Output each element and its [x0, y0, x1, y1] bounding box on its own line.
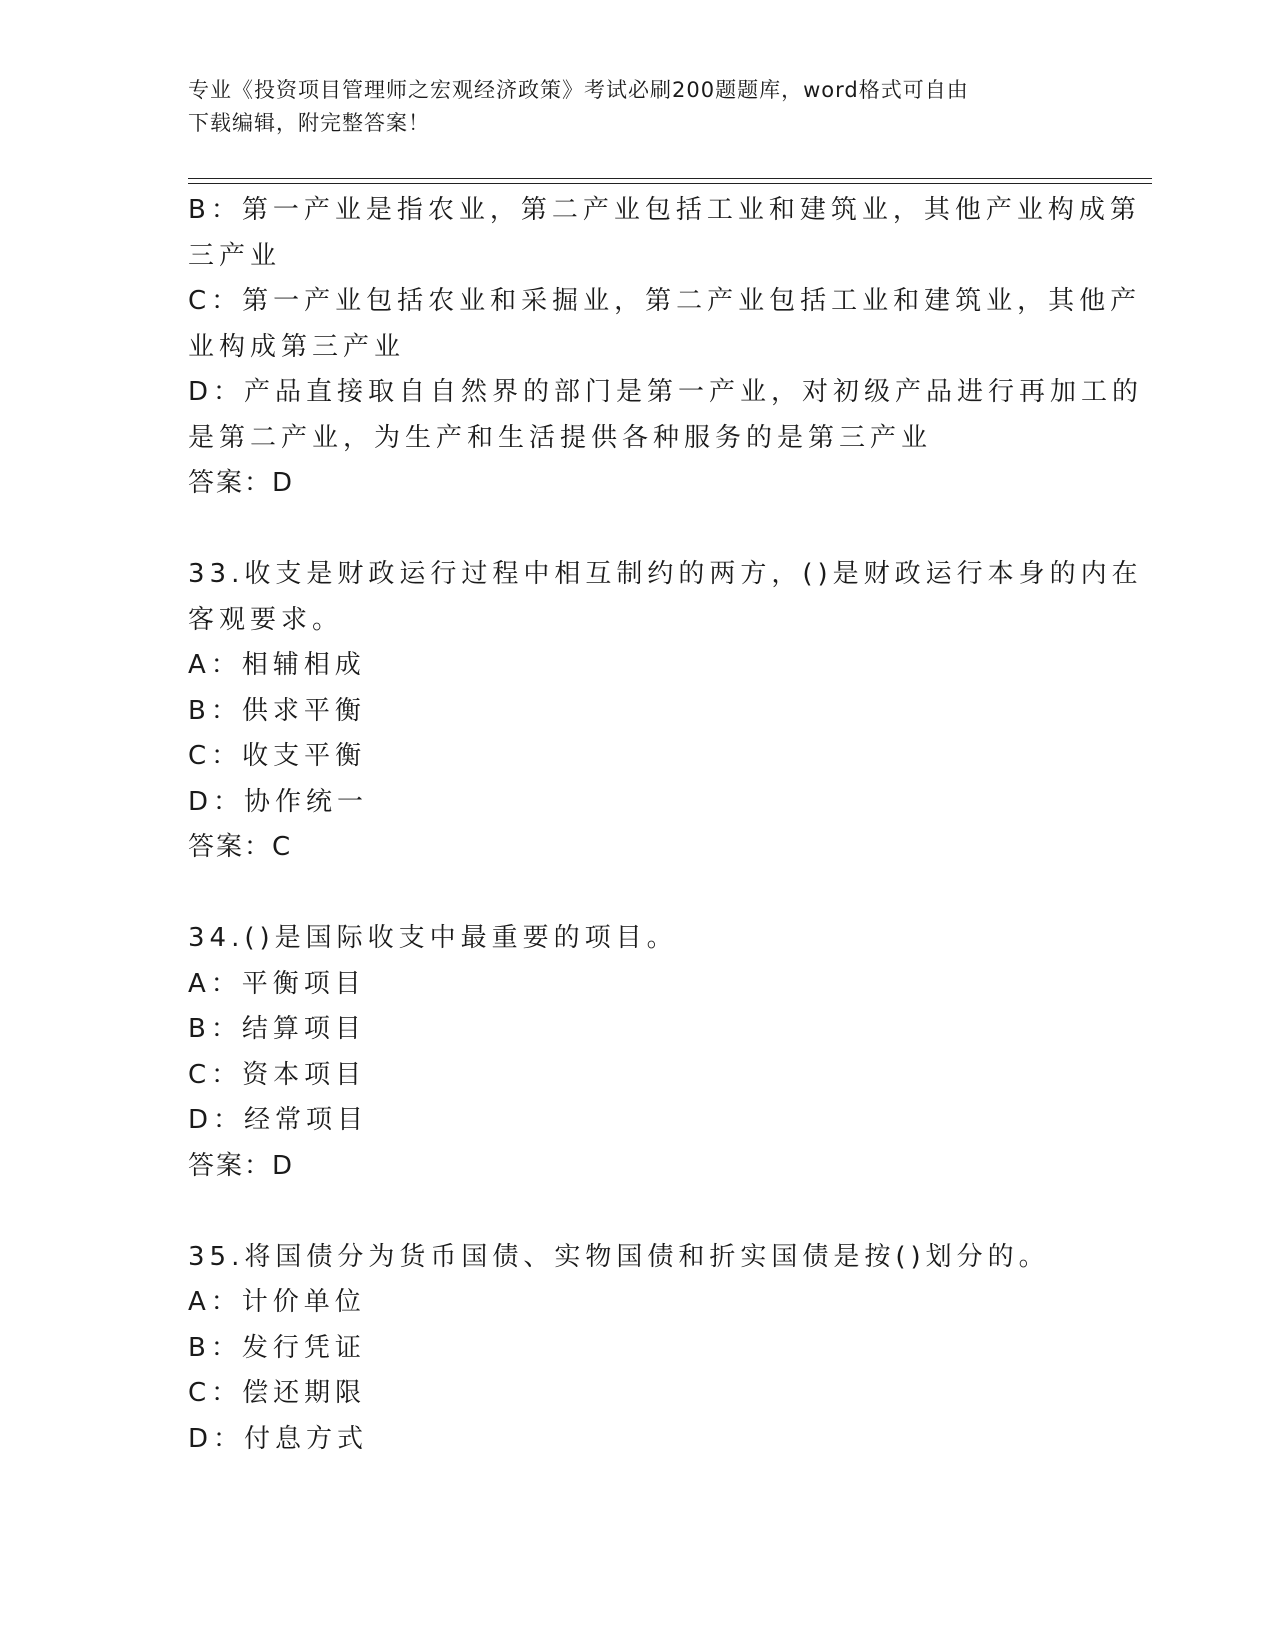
question-stem-line-2: 客观要求。 — [188, 604, 344, 635]
header-divider-top — [188, 178, 1152, 179]
option-d: D：经常项目 — [188, 1105, 369, 1135]
question-stem: 34.()是国际收支中最重要的项目。 — [188, 923, 678, 953]
answer: 答案：D — [188, 1150, 295, 1181]
question-34 — [188, 916, 1088, 1189]
option-c-line-2: 业构成第三产业 — [188, 331, 406, 362]
option-c-line-1: C：第一产业包括农业和采掘业，第二产业包括工业和建筑业，其他产 — [188, 286, 1142, 316]
option-b: B：供求平衡 — [188, 695, 366, 726]
option-b: B：发行凭证 — [188, 1332, 366, 1363]
option-d: D：协作统一 — [188, 786, 369, 817]
option-b: B：结算项目 — [188, 1014, 366, 1044]
option-c: C：偿还期限 — [188, 1378, 367, 1408]
option-a: A：计价单位 — [188, 1287, 366, 1317]
spacer — [188, 507, 1088, 553]
question-stem-line-1: 33.收支是财政运行过程中相互制约的两方，()是财政运行本身的内在 — [188, 559, 1143, 589]
option-a: A：相辅相成 — [188, 650, 366, 680]
spacer — [188, 1189, 1088, 1235]
question-35 — [188, 1235, 1088, 1463]
question-32-tail — [188, 188, 1144, 507]
spacer — [188, 871, 1088, 917]
option-a: A：平衡项目 — [188, 968, 366, 999]
option-c: C：资本项目 — [188, 1059, 367, 1090]
option-b-line-2: 三产业 — [188, 240, 282, 271]
option-d-line-1: D：产品直接取自自然界的部门是第一产业，对初级产品进行再加工的 — [188, 377, 1144, 407]
document-header — [188, 74, 1088, 140]
answer: 答案：C — [188, 832, 293, 862]
header-line-2: 下载编辑，附完整答案！ — [188, 111, 430, 135]
header-divider-bottom — [188, 183, 1152, 184]
question-33 — [188, 552, 1143, 871]
option-d-line-2: 是第二产业，为生产和生活提供各种服务的是第三产业 — [188, 422, 933, 453]
header-line-1: 专业《投资项目管理师之宏观经济政策》考试必刷200题题库，word格式可自由 — [188, 78, 969, 102]
option-d: D：付息方式 — [188, 1423, 369, 1454]
option-c: C：收支平衡 — [188, 741, 367, 771]
answer: 答案：D — [188, 468, 295, 498]
question-stem: 35.将国债分为货币国债、实物国债和折实国债是按()划分的。 — [188, 1241, 1050, 1272]
option-b-line-1: B：第一产业是指农业，第二产业包括工业和建筑业，其他产业构成第 — [188, 195, 1141, 225]
question-list — [188, 188, 1144, 1462]
